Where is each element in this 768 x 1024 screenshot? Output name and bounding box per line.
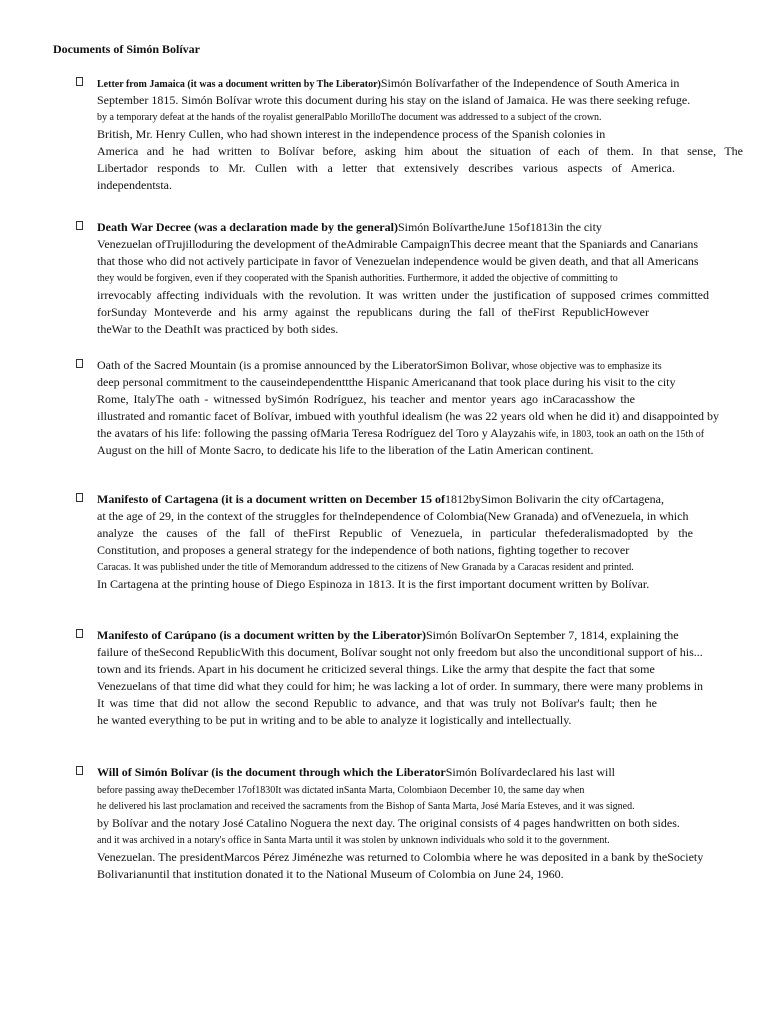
entry-line: town and its friends. Apart in his document he criticized several things. Like the army that despite the fact that some <box>97 662 655 676</box>
entry-line: Rome, ItalyThe oath - witnessed bySimón Rodríguez, his teacher and mentor years ago inCaracasshow the <box>97 392 635 406</box>
entry-line: deep personal commitment to the causeindependenttthe Hispanic Americanand that took place during his visit to the city <box>97 375 676 389</box>
checkbox-icon <box>76 766 83 775</box>
entry-line: they would be forgiven, even if they cooperated with the Spanish authorities. Furthermore, it added the objective of committing to <box>97 273 618 284</box>
entry-line: Venezuelan ofTrujilloduring the development of theAdmirable CampaignThis decree meant that the Spaniards and Canarians <box>97 237 699 251</box>
checkbox-icon <box>76 221 83 230</box>
entry-line: Venezuelans of that time did what they could for him; he was lacking a lot of order. In summary, there were many problems in <box>97 679 704 693</box>
entry-line: It was time that did not allow the second Republic to advance, and that was truly not Bolívar's fault; then he <box>97 696 657 710</box>
entry-line: Caracas. It was published under the title of Memorandum addressed to the citizens of New Granada by a Caracas resident and printed. <box>97 562 634 573</box>
entry-line: September 1815. Simón Bolívar wrote this document during his stay on the island of Jamaica. He was there seeking refuge. <box>97 93 691 107</box>
checkbox-icon <box>76 77 83 86</box>
entry-line: that those who did not actively participate in favor of Venezuelan independence would be given death, and that all Americans <box>97 254 699 268</box>
entry-line: Manifesto of Carúpano (is a document written by the Liberator)Simón BolívarOn September 7, 1814, explaining the <box>97 628 679 642</box>
entry-line: failure of theSecond RepublicWith this document, Bolívar sought not only freedom but also the unconditional support of his... <box>97 645 703 659</box>
entry-line: Libertador responds to Mr. Cullen with a letter that extensively describes various aspects of America. <box>97 161 675 175</box>
entry-line: analyze the causes of the fall of theFirst Republic of Venezuela, in particular thefederalismadopted by the <box>97 526 693 540</box>
entry-line: independentsta. <box>97 178 172 192</box>
entry-line: he wanted everything to be put in writing and to be able to analyze it logistically and intellectually. <box>97 713 572 727</box>
entry-line: August on the hill of Monte Sacro, to dedicate his life to the liberation of the Latin American continent. <box>97 443 594 457</box>
entry-line: In Cartagena at the printing house of Diego Espinoza in 1813. It is the first important document written by Bolívar. <box>97 577 650 591</box>
checkbox-icon <box>76 493 83 502</box>
entry-line: by a temporary defeat at the hands of the royalist generalPablo MorilloThe document was addressed to a subject of the crown. <box>97 112 602 123</box>
entry-line: at the age of 29, in the context of the struggles for theIndependence of Colombia(New Granada) and ofVenezuela, in which <box>97 509 689 523</box>
entry-line: illustrated and romantic facet of Bolívar, imbued with youthful idealism (he was 22 years old when he did it) and disappointed by <box>97 409 720 423</box>
entry-line: Venezuelan. The presidentMarcos Pérez Jiménezhe was returned to Colombia where he was deposited in a bank by theSociety <box>97 850 704 864</box>
entry-line: British, Mr. Henry Cullen, who had shown interest in the independence process of the Spanish colonies in <box>97 127 606 141</box>
entry-line: America and he had written to Bolívar before, asking him about the situation of each of them. In that sense, The <box>97 144 743 158</box>
entry-line: Will of Simón Bolívar (is the document through which the LiberatorSimón Bolívardeclared his last will <box>97 765 615 779</box>
entry-line: before passing away theDecember 17of1830It was dictated inSanta Marta, Colombiaon December 10, the same day when <box>97 785 585 796</box>
entry-line: the avatars of his life: following the passing ofMaria Teresa Rodríguez del Toro y Alayzahis wife, in 1803, took an oath on the 15th of <box>97 426 705 440</box>
entry-line: and it was archived in a notary's office in Santa Marta until it was stolen by unknown individuals who sold it to the government. <box>97 835 610 846</box>
entry-line: Letter from Jamaica (it was a document written by The Liberator)Simón Bolívarfather of the Independence of South America in <box>97 76 680 90</box>
entry-line: irrevocably affecting individuals with the revolution. It was written under the justification of supposed crimes committed <box>97 288 709 302</box>
page-title: Documents of Simón Bolívar <box>53 42 200 56</box>
entry-line: he delivered his last proclamation and received the sacraments from the Bishop of Santa Marta, José María Esteves, and it was signed. <box>97 801 635 812</box>
entry-line: forSunday Monteverde and his army against the republicans during the fall of theFirst RepublicHowever <box>97 305 649 319</box>
entry-line: Bolivarianuntil that institution donated it to the National Museum of Colombia on June 24, 1960. <box>97 867 564 881</box>
entry-line: Manifesto of Cartagena (it is a document written on December 15 of1812bySimon Bolivarin the city ofCartagena, <box>97 492 665 506</box>
entry-line: Oath of the Sacred Mountain (is a promise announced by the LiberatorSimon Bolivar, whose objective was to emphasize its <box>97 358 662 372</box>
entry-line: theWar to the DeathIt was practiced by both sides. <box>97 322 339 336</box>
entry-line: Constitution, and proposes a general strategy for the independence of both nations, fighting together to recover <box>97 543 630 557</box>
checkbox-icon <box>76 359 83 368</box>
checkbox-icon <box>76 629 83 638</box>
entry-line: Death War Decree (was a declaration made by the general)Simón BolívartheJune 15of1813in the city <box>97 220 602 234</box>
entry-line: by Bolívar and the notary José Catalino Noguera the next day. The original consists of 4 pages handwritten on both sides. <box>97 816 680 830</box>
